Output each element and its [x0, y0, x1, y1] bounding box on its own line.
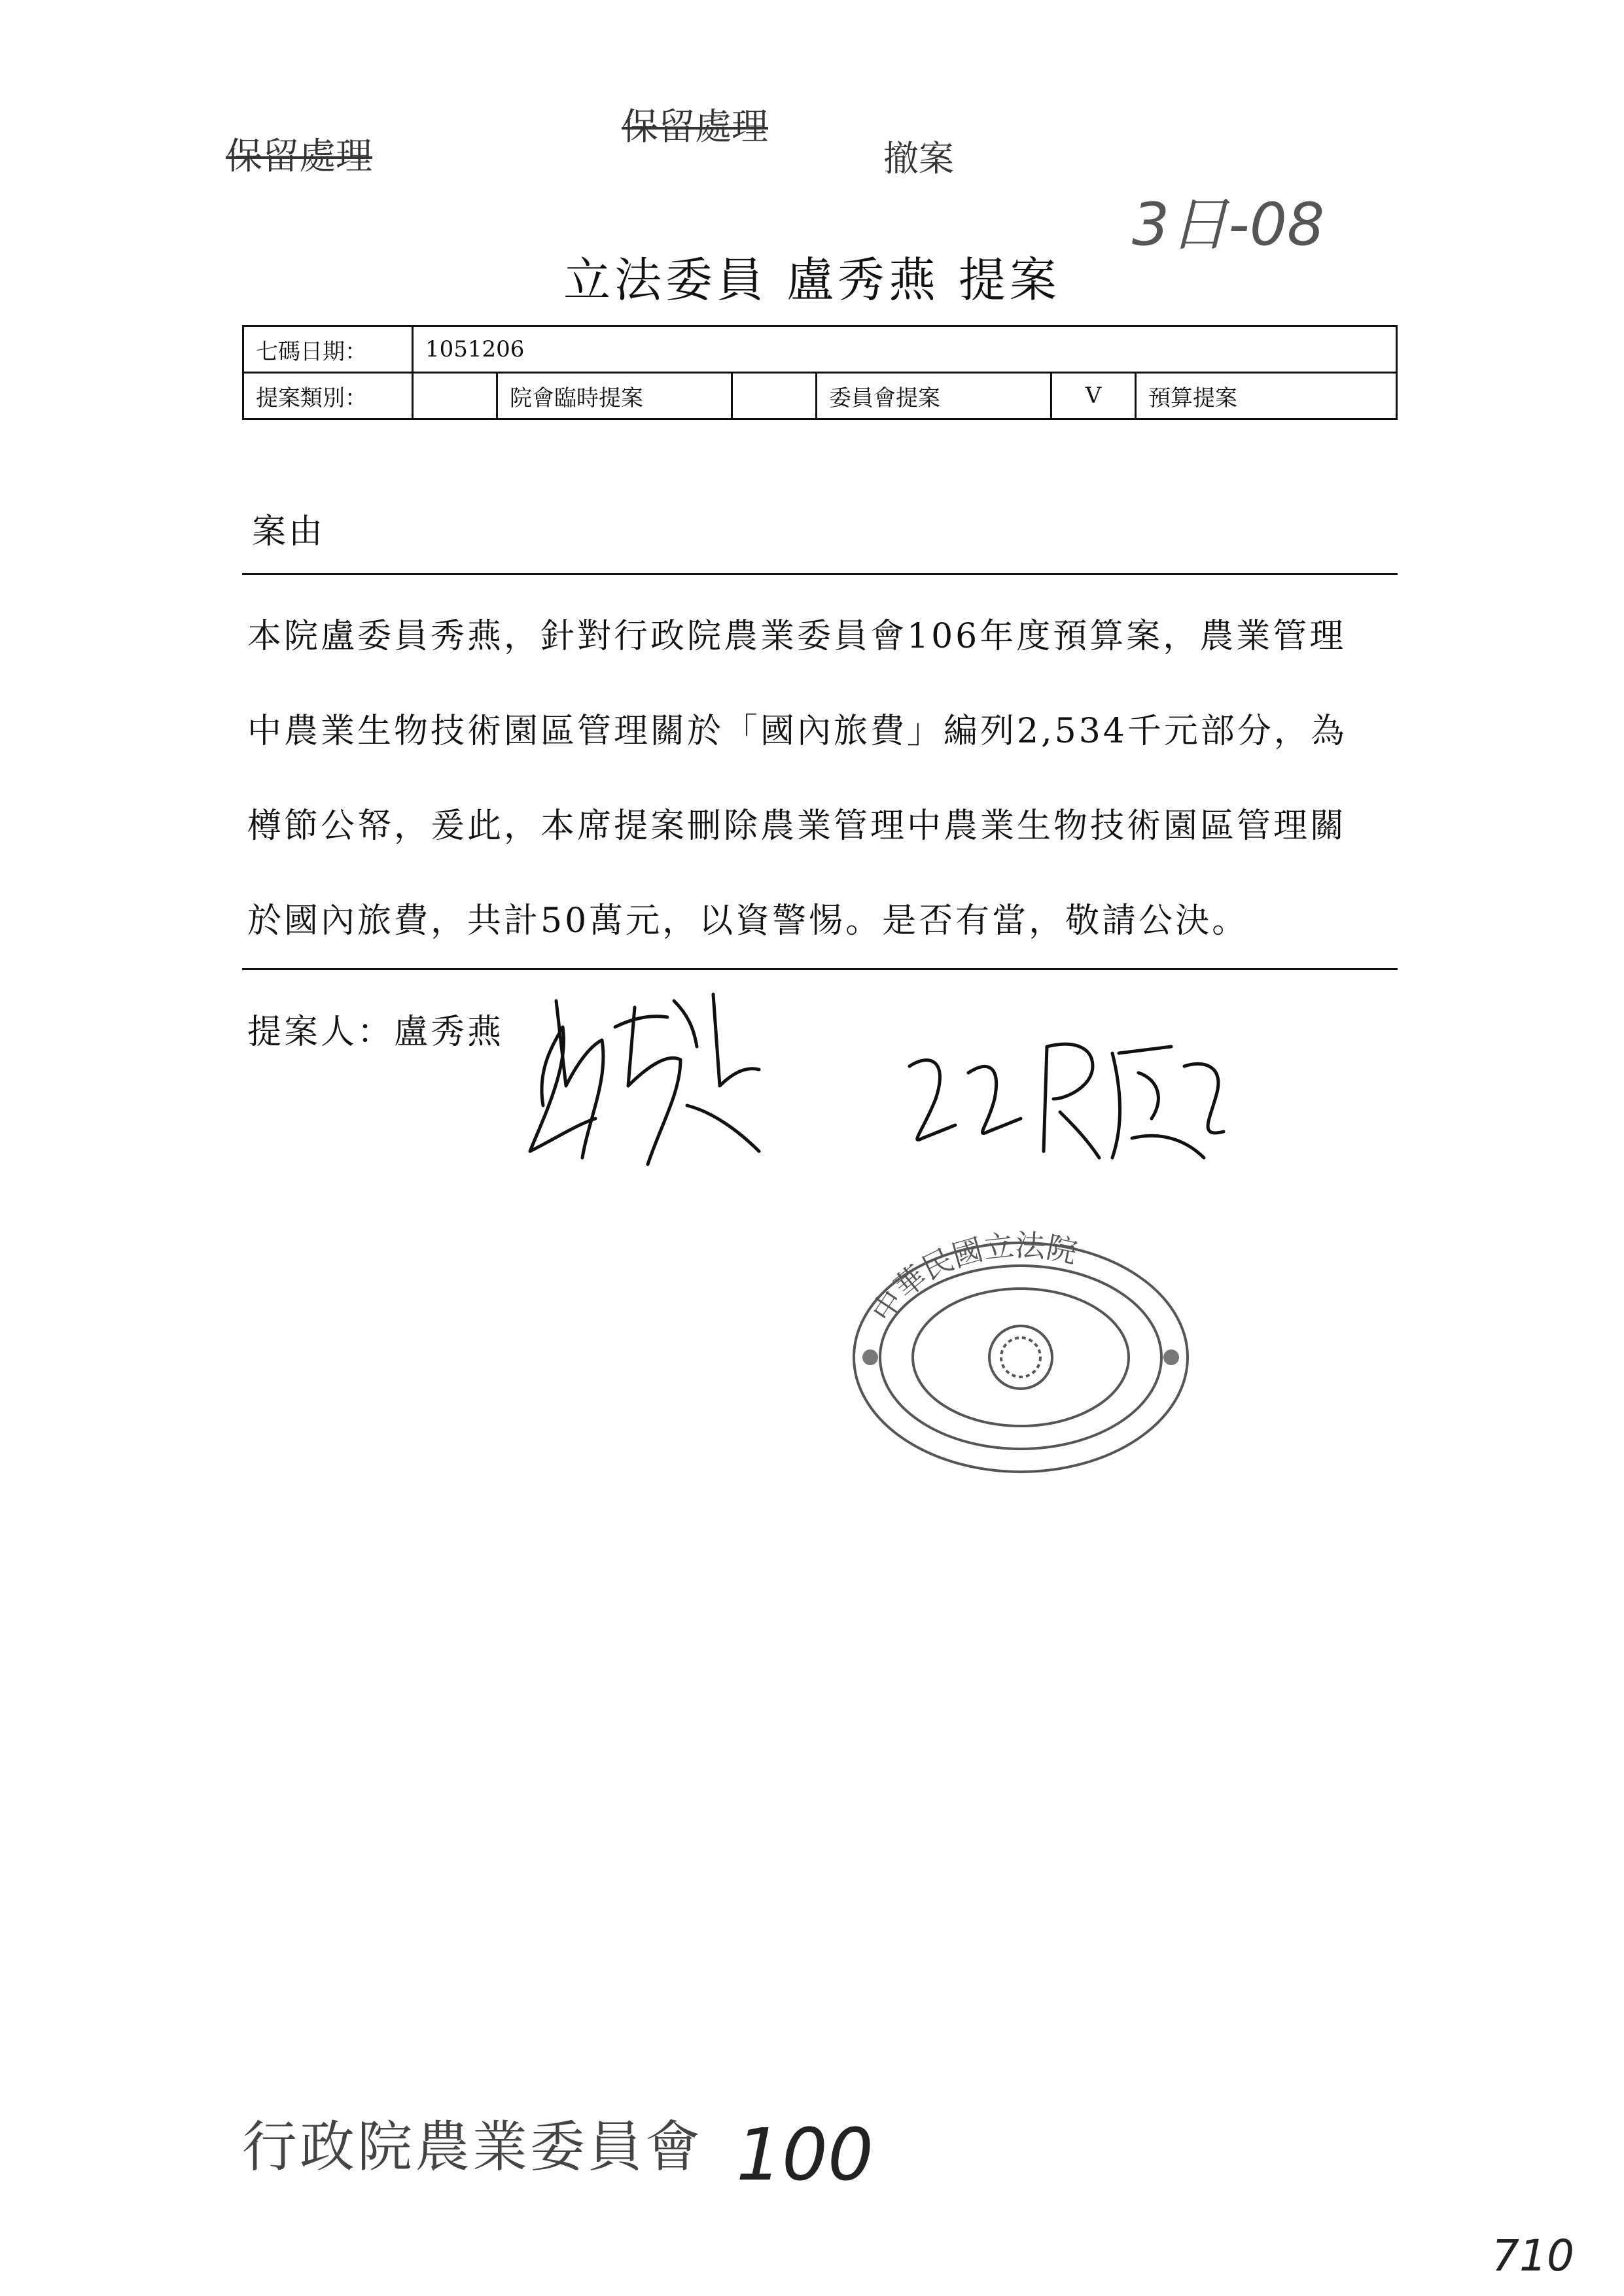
- option-3-checkbox: V: [1051, 373, 1136, 419]
- category-label: 提案類別：: [243, 373, 413, 419]
- struck-annotation-1: 保留處理: [226, 135, 372, 178]
- option-3-label: 預算提案: [1136, 373, 1397, 419]
- bottom-handwritten-note: 行政院農業委員會: [242, 2115, 703, 2179]
- body-line-3: 樽節公帑，爰此，本席提案刪除農業管理中農業生物技術園區管理關: [247, 807, 1347, 846]
- option-2-label: 委員會提案: [817, 373, 1051, 419]
- page-number: 710: [1492, 2231, 1574, 2281]
- option-1-checkbox: [413, 373, 497, 419]
- code-date-label: 七碼日期：: [243, 326, 413, 373]
- withdraw-annotation: 撤案: [883, 138, 954, 179]
- body-line-2: 中農業生物技術園區管理關於「國內旅費」編列2,534千元部分，為: [247, 712, 1347, 751]
- corner-handwritten-note: 3日-08: [1132, 190, 1325, 259]
- seal-text: 中華民國立法院: [864, 1227, 1080, 1329]
- body-line-4: 於國內旅費，共計50萬元，以資警惕。是否有當，敬請公決。: [247, 901, 1249, 941]
- bottom-divider: [242, 968, 1398, 970]
- page-title: 立法委員 盧秀燕 提案: [563, 252, 1061, 307]
- proposal-meta-table: [242, 325, 1398, 420]
- signature-2: [896, 1027, 1263, 1171]
- option-2-checkbox: [732, 373, 817, 419]
- reason-heading: 案由: [252, 512, 326, 551]
- struck-annotation-2: 保留處理: [622, 106, 768, 148]
- proposer-label: 提案人：盧秀燕: [247, 1013, 504, 1052]
- bottom-handwritten-number: 100: [736, 2113, 874, 2197]
- body-line-1: 本院盧委員秀燕，針對行政院農業委員會106年度預算案，農業管理: [247, 617, 1347, 656]
- official-seal: [844, 1227, 1197, 1478]
- top-divider: [242, 573, 1398, 575]
- option-1-label: 院會臨時提案: [497, 373, 732, 419]
- code-date-value: 1051206: [413, 326, 1397, 373]
- signature-1: [517, 988, 779, 1184]
